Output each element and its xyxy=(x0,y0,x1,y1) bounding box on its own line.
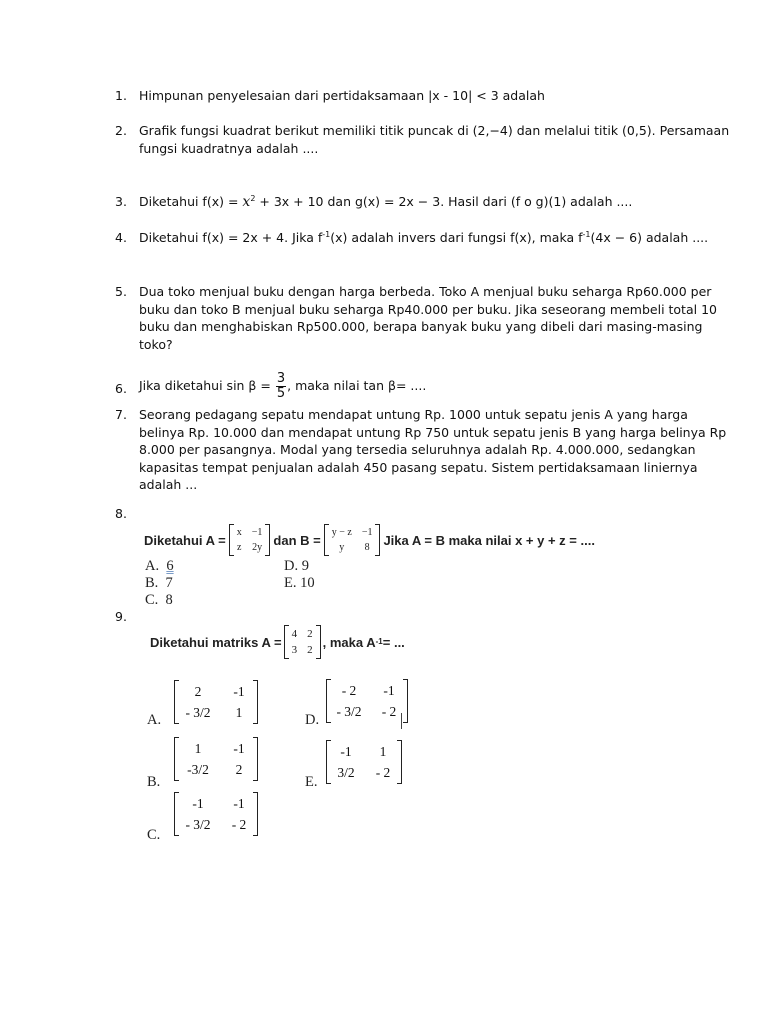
matrix-cell: 2 xyxy=(307,628,313,640)
question-6 xyxy=(115,372,715,406)
question-line: kapasitas tempat penjualan adalah 450 pasang sepatu. Sistem pertidaksamaan liniernya xyxy=(139,459,698,475)
question-line: Grafik fungsi kuadrat berikut memiliki titik puncak di (2,−4) dan melalui titik (0,5). Persamaan xyxy=(139,123,730,138)
matrix-cell: -1 xyxy=(233,796,245,811)
option-label: D. xyxy=(284,558,299,574)
matrix-cell: 1 xyxy=(235,705,243,720)
question-8-stem xyxy=(144,522,684,558)
matrix-cell: −1 xyxy=(361,527,373,538)
fraction xyxy=(276,372,286,401)
option-c-matrix xyxy=(174,792,258,836)
text-part: (x) adalah invers dari fungsi f(x), maka f xyxy=(330,230,583,245)
question-3 xyxy=(115,193,715,213)
matrix-a xyxy=(229,524,271,556)
matrix-cell: -1 xyxy=(383,683,395,698)
matrix-cell: 2 xyxy=(235,762,243,777)
question-line: fungsi kuadratnya adalah .... xyxy=(139,140,319,156)
matrix-cell: x xyxy=(236,527,242,538)
matrix-cell: - 2 xyxy=(341,683,357,698)
exponent: 2 xyxy=(250,194,256,203)
matrix-cell: 2 xyxy=(194,684,202,699)
question-line: belinya Rp. 10.000 dan mendapat untung Rp 750 untuk sepatu jenis B yang harga belinya Rp xyxy=(139,424,727,440)
matrix-cells xyxy=(234,525,266,555)
matrix-cell: - 3/2 xyxy=(336,704,362,719)
matrix-cell: - 3/2 xyxy=(185,817,211,832)
question-number: 5. xyxy=(115,284,127,299)
text-part: Diketahui f(x) = 2x + 4. Jika f xyxy=(139,230,323,245)
question-number: 4. xyxy=(115,230,127,245)
question-number: 8. xyxy=(115,506,127,521)
option-b-label: B. xyxy=(147,774,161,790)
option-value: 6 xyxy=(166,558,174,574)
matrix-cell: - 2 xyxy=(381,704,397,719)
matrix-cell: - 2 xyxy=(375,765,391,780)
matrix-cell: -1 xyxy=(233,684,245,699)
matrix-cells xyxy=(331,680,403,722)
question-text: Himpunan penyelesaian dari pertidaksamaan |x - 10| < 3 adalah xyxy=(139,88,545,103)
question-text xyxy=(139,229,708,247)
question-number: 6. xyxy=(115,381,127,396)
text-part: Diketahui A = xyxy=(144,532,226,548)
option-b-matrix xyxy=(174,737,258,781)
right-bracket xyxy=(253,737,258,781)
text-part: Diketahui matriks A = xyxy=(150,634,282,650)
matrix-a xyxy=(284,625,321,659)
option-value: 9 xyxy=(301,558,309,574)
matrix-cell: z xyxy=(237,542,242,553)
matrix-cell: -1 xyxy=(340,744,352,759)
fraction-denominator: 5 xyxy=(276,386,286,401)
answer-option xyxy=(284,558,315,575)
question-line: adalah ... xyxy=(139,477,198,492)
question-9-stem xyxy=(150,623,470,661)
right-bracket xyxy=(403,679,408,723)
answer-option xyxy=(145,558,174,575)
option-label: E. xyxy=(284,575,297,591)
question-text xyxy=(139,193,632,212)
option-e-matrix xyxy=(326,740,402,784)
option-a-matrix xyxy=(174,680,258,724)
question-number: 7. xyxy=(115,407,127,422)
question-text xyxy=(139,372,426,401)
matrix-b xyxy=(324,524,381,556)
matrix-cells xyxy=(179,793,253,835)
question-7 xyxy=(115,406,727,496)
matrix-cell: y − z xyxy=(331,527,352,538)
matrix-cells xyxy=(179,738,253,780)
question-number: 2. xyxy=(115,123,127,138)
matrix-cell: -1 xyxy=(233,741,245,756)
matrix-cell: 1 xyxy=(379,744,387,759)
option-value: 10 xyxy=(300,575,315,591)
question-line: toko? xyxy=(139,336,173,352)
exponent: -1 xyxy=(322,230,331,239)
matrix-cells xyxy=(331,741,397,783)
matrix-cell: - 2 xyxy=(231,817,247,832)
question-4 xyxy=(115,229,715,247)
question-9-equation: Diketahui matriks A = 4 2 3 2 , maka A -1 = ... xyxy=(150,623,470,661)
question-line: Dua toko menjual buku dengan harga berbeda. Toko A menjual buku seharga Rp60.000 per xyxy=(139,284,712,299)
option-d-matrix xyxy=(326,679,408,723)
text-part: Jika A = B maka nilai x + y + z = .... xyxy=(383,532,595,548)
question-text xyxy=(139,122,729,157)
question-number: 9. xyxy=(115,609,127,624)
matrix-cells xyxy=(329,525,376,555)
question-8-options-left xyxy=(145,558,174,609)
question-line: buku dan toko B menjual buku seharga Rp40.000 per buku. Jika seseorang membeli total 10 xyxy=(139,301,717,317)
answer-option xyxy=(284,575,315,592)
text-part: dan B = xyxy=(273,532,321,548)
matrix-cells xyxy=(289,626,316,658)
matrix-cell: 2 xyxy=(307,644,313,656)
text-part: + 3x + 10 dan g(x) = 2x − 3. Hasil dari (f o g)(1) adalah .... xyxy=(255,194,633,209)
exponent: -1 xyxy=(582,230,591,239)
matrix-cell: −1 xyxy=(251,527,263,538)
option-c-label: C. xyxy=(147,827,161,843)
matrix-cell: 3 xyxy=(291,644,298,656)
right-bracket xyxy=(253,680,258,724)
math-variable: x xyxy=(242,194,251,210)
option-label: A. xyxy=(145,558,160,574)
option-d-label: D. xyxy=(305,712,320,728)
question-8-equation xyxy=(144,522,684,558)
answer-option xyxy=(145,592,174,609)
question-line: Seorang pedagang sepatu mendapat untung Rp. 1000 untuk sepatu jenis A yang harga xyxy=(139,407,688,422)
text-part: (4x − 6) adalah .... xyxy=(590,230,709,245)
option-label: B. xyxy=(145,575,159,591)
matrix-cell: 3/2 xyxy=(337,765,355,780)
right-bracket xyxy=(253,792,258,836)
question-line: buku dan menghabiskan Rp500.000, berapa banyak buku yang dibeli dari masing-masing xyxy=(139,319,703,334)
matrix-cells xyxy=(179,681,253,723)
fraction-numerator: 3 xyxy=(276,371,286,386)
text-part: = ... xyxy=(382,634,405,650)
text-part: , maka A xyxy=(322,634,376,650)
question-1 xyxy=(115,87,715,105)
right-bracket xyxy=(375,524,380,556)
question-5 xyxy=(115,283,715,355)
option-e-label: E. xyxy=(305,774,318,790)
right-bracket xyxy=(316,625,321,659)
question-number: 3. xyxy=(115,194,127,209)
text-cursor xyxy=(401,713,402,729)
matrix-cell: 1 xyxy=(194,741,202,756)
question-text xyxy=(139,406,726,494)
answer-option xyxy=(145,575,174,592)
right-bracket xyxy=(265,524,270,556)
question-number: 1. xyxy=(115,88,127,103)
option-a-label: A. xyxy=(147,712,162,728)
matrix-cell: y xyxy=(339,542,345,553)
matrix-cell: 2y xyxy=(252,542,263,553)
question-line: 8.000 per pasangnya. Modal yang tersedia seluruhnya adalah Rp. 4.000.000, sedangkan xyxy=(139,442,696,457)
matrix-cell: 8 xyxy=(364,542,370,553)
option-value: 8 xyxy=(165,592,173,608)
question-2 xyxy=(115,122,730,158)
option-label: C. xyxy=(145,592,159,608)
matrix-cell: -1 xyxy=(192,796,204,811)
matrix-cell: - 3/2 xyxy=(185,705,211,720)
text-part: Jika diketahui sin β = xyxy=(139,378,275,393)
question-8-options-right xyxy=(284,558,315,592)
right-bracket xyxy=(397,740,402,784)
matrix-cell: -3/2 xyxy=(187,762,209,777)
text-part: , maka nilai tan β= .... xyxy=(287,378,427,393)
option-value: 7 xyxy=(165,575,173,591)
question-text xyxy=(139,283,717,353)
text-part: Diketahui f(x) = xyxy=(139,194,243,209)
matrix-cell: 4 xyxy=(291,628,298,640)
